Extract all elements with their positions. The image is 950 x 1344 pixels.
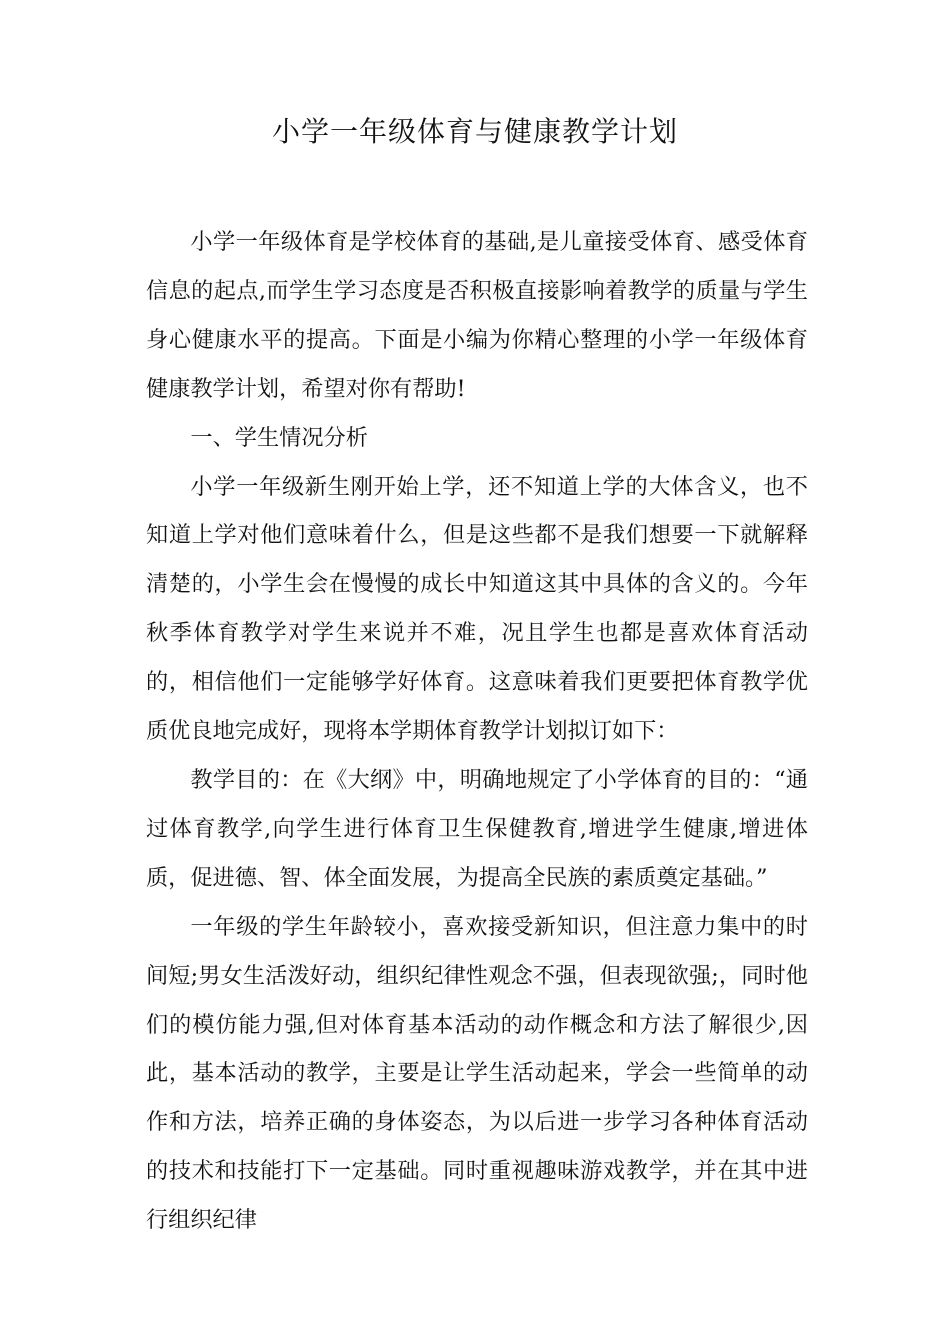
document-title: 小学一年级体育与健康教学计划	[271, 115, 678, 148]
section-heading-student-analysis: 一、学生情况分析	[190, 424, 368, 451]
paragraph-teaching-purpose: 教学目的：在《大纲》中，明确地规定了小学体育的目的：“通过体育教学,向学生进行体育卫生保健教育,增进学生健康,增进体质，促进德、智、体全面发展，为提高全民族的素质奠定基础。”	[146, 766, 808, 891]
document-body	[146, 218, 808, 1245]
paragraph-first-grade-traits: 一年级的学生年龄较小，喜欢接受新知识，但注意力集中的时间短;男女生活泼好动，组织纪律性观念不强，但表现欲强;，同时他们的模仿能力强,但对体育基本活动的动作概念和方法了解很少,因此，基本活动的教学，主要是让学生活动起来，学会一些简单的动作和方法，培养正确的身体姿态，为以后进一步学习各种体育活动的技术和技能打下一定基础。同时重视趣味游戏教学，并在其中进行组织纪律	[146, 913, 808, 1234]
paragraph-student-situation: 小学一年级新生刚开始上学，还不知道上学的大体含义，也不知道上学对他们意味着什么，但是这些都不是我们想要一下就解释清楚的，小学生会在慢慢的成长中知道这其中具体的含义的。今年秋季体育教学对学生来说并不难，况且学生也都是喜欢体育活动的，相信他们一定能够学好体育。这意味着我们更要把体育教学优质优良地完成好，现将本学期体育教学计划拟订如下：	[146, 473, 808, 745]
paragraph-intro: 小学一年级体育是学校体育的基础,是儿童接受体育、感受体育信息的起点,而学生学习态度是否积极直接影响着教学的质量与学生身心健康水平的提高。下面是小编为你精心整理的小学一年级体育健康教学计划，希望对你有帮助!	[146, 229, 808, 402]
